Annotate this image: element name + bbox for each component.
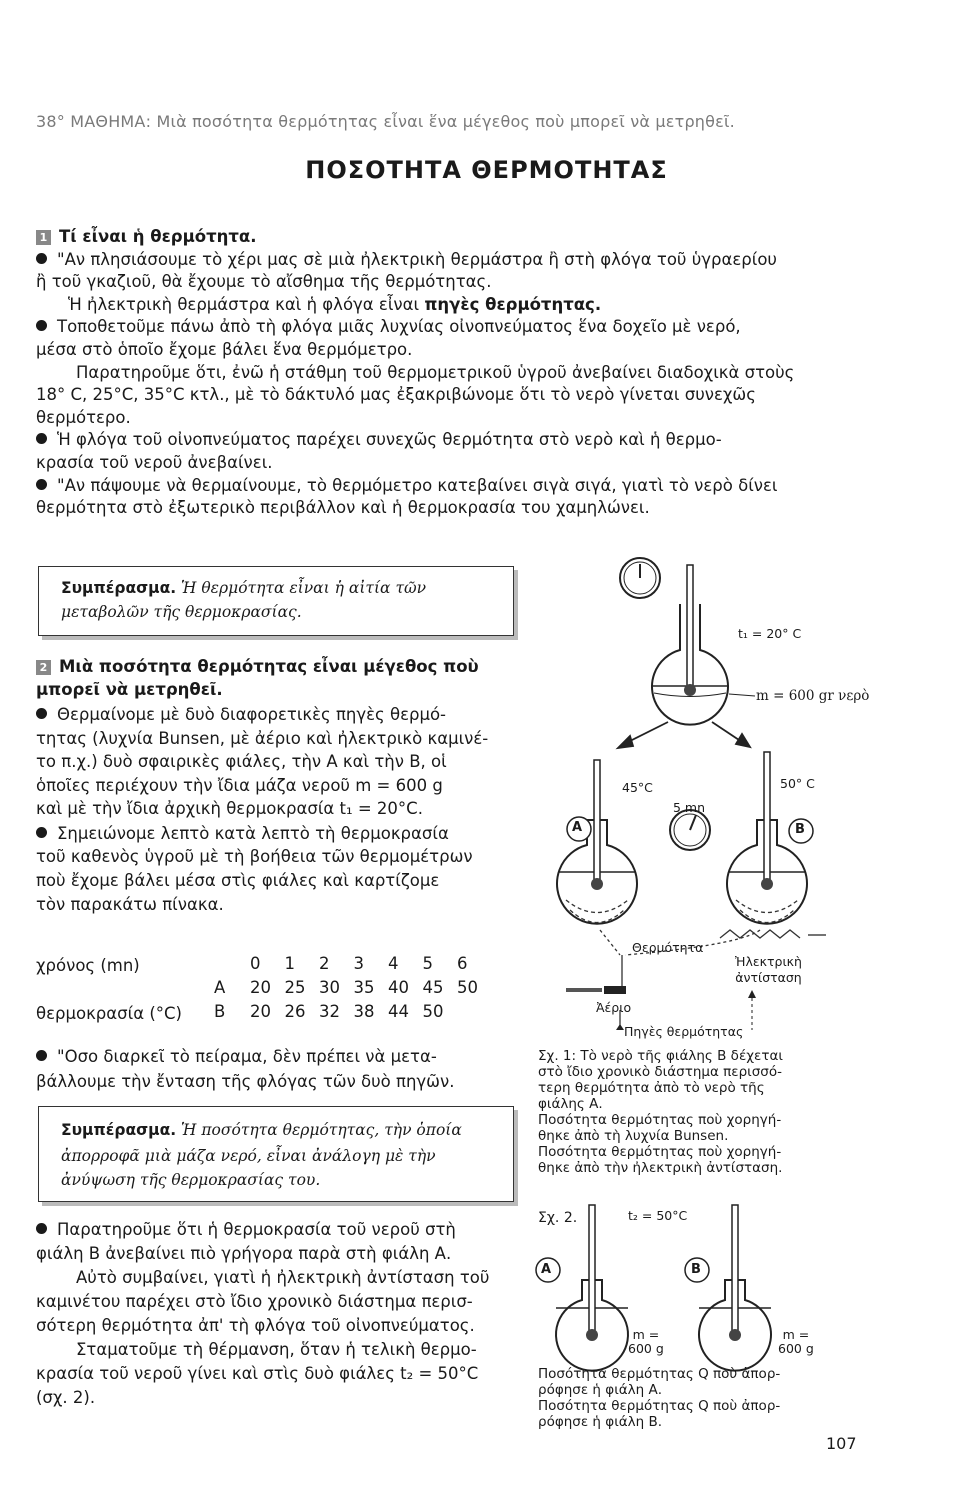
page-title: ΠΟΣΟΤΗΤΑ ΘΕΡΜΟΤΗΤΑΣ [305, 156, 668, 184]
caption-line: θηκε ἀπὸ τὴν ἠλεκτρικὴ ἀντίσταση. [538, 1160, 783, 1176]
arrows [618, 722, 750, 748]
caption-line: Σχ. 1: Τὸ νερὸ τῆς φιάλης Β δέχεται [538, 1048, 783, 1064]
row-b-cell: 44 [388, 1002, 409, 1021]
heater-label [735, 954, 802, 986]
text-line: Τοποθετοῦμε πάνω ἀπὸ τὴ φλόγα μιᾶς λυχνίας οἰνοπνεύματος ἕνα δοχεῖο μὲ νερό, [57, 317, 741, 337]
row-a-cell: 25 [284, 978, 306, 997]
text-line: Παρατηροῦμε ὅτι ἡ θερμοκρασία τοῦ νεροῦ στὴ [57, 1220, 456, 1239]
text-line: "Οσο διαρκεῖ τὸ πείραμα, δὲν πρέπει νὰ μετα- [57, 1047, 437, 1066]
text-line: σότερη θερμότητα ἀπ' τὴ φλόγα τοῦ οἰνοπνεύματος. [36, 1316, 475, 1335]
row-a-cell: 40 [388, 978, 409, 997]
row-a-cell: 45 [422, 978, 444, 997]
row-a-label: Α [214, 978, 226, 997]
figure-2-caption [538, 1366, 838, 1430]
conclusion-text: ἀπορροφᾶ μιὰ μάζα νερό, εἶναι ἀνάλογη μὲ τὴν [61, 1147, 436, 1165]
section-2-heading-text: μπορεῖ νὰ μετρηθεῖ. [36, 679, 223, 699]
text-line: βάλλουμε τὴν ἔνταση τῆς φλόγας τῶν δυὸ πηγῶν. [36, 1071, 455, 1091]
mass-label-line: m = [632, 1327, 660, 1342]
time-cell: 5 [422, 954, 433, 973]
text-line: ἢ τοῦ γκαζιοῦ, θὰ ἔχουμε τὸ αἴσθημα τῆς θερμότητας. [36, 272, 492, 292]
flask-b-label: B [795, 822, 805, 837]
mass-label-line: m = [782, 1327, 810, 1342]
text-line: Ἡ ἠλεκτρικὴ θερμάστρα καὶ ἡ φλόγα εἶναι [68, 294, 425, 314]
text-line: Παρατηροῦμε ὅτι, ἐνῶ ἡ στάθμη τοῦ θερμομετρικοῦ ὑγροῦ ἀνεβαίνει διαδοχικὰ στοὺς [76, 362, 795, 382]
mass-b-label [778, 1328, 814, 1356]
text-line: φιάλη Β ἀνεβαίνει πιὸ γρήγορα παρὰ στὴ φιάλη Α. [36, 1244, 452, 1263]
t2-label: t₂ = 50°C [628, 1208, 688, 1223]
emphasis-text: πηγὲς θερμότητας. [424, 294, 602, 314]
text-line: Σημειώνομε λεπτὸ κατὰ λεπτὸ τὴ θερμοκρασία [57, 823, 449, 843]
caption-line: Ποσότητα θερμότητας Q ποὺ ἀπορ- [538, 1366, 781, 1382]
page-number: 107 [826, 1434, 857, 1453]
text-line: (σχ. 2). [36, 1388, 96, 1407]
text-line: τητας (λυχνία Bunsen, μὲ ἀέριο καὶ ἠλεκτρικὸ καμινέ- [36, 728, 489, 748]
text-line: καὶ μὲ τὴν ἴδια ἀρχικὴ θερμοκρασία t₁ = 20°C. [36, 799, 423, 819]
burner-icon [566, 955, 756, 1030]
text-line: ποὺ ἔχομε βάλει μέσα στὶς φιάλες καὶ καρτίζομε [36, 871, 440, 891]
mass-a-label [628, 1328, 664, 1356]
text-line: Αὐτὸ συμβαίνει, γιατὶ ἡ ἠλεκτρικὴ ἀντίσταση τοῦ [76, 1268, 490, 1287]
caption-line: τερη θερμότητα ἀπὸ τὸ νερὸ τῆς [538, 1080, 765, 1096]
text-line: θερμότερο. [36, 407, 131, 427]
sources-label: Πηγὲς θερμότητας [624, 1024, 744, 1039]
text-line: Ἡ φλόγα τοῦ οἰνοπνεύματος παρέχει συνεχῶς θερμότητα στὸ νερὸ καὶ ἡ θερμο- [57, 430, 722, 450]
caption-line: φιάλης Α. [538, 1096, 603, 1112]
time-cell: 4 [388, 954, 399, 973]
section-2-heading-text: Μιὰ ποσότητα θερμότητας εἶναι μέγεθος ποὺ [59, 657, 479, 676]
caption-line: ρόφησε ἡ φιάλη Β. [538, 1414, 663, 1430]
mass-label-line: 600 g [628, 1341, 664, 1356]
conclusion-text: Ἡ θερμότητα εἶναι ἡ αἰτία τῶν [181, 579, 427, 597]
clock-icon [670, 810, 710, 850]
conclusion-text: Ἡ ποσότητα θερμότητας, τὴν ὁποία [181, 1121, 462, 1139]
text-line: θερμότητα στὸ ἐξωτερικὸ περιβάλλον καὶ ἡ θερμοκρασία του χαμηλώνει. [36, 498, 650, 518]
text-line: Σταματοῦμε τὴ θέρμανση, ὅταν ἡ τελικὴ θερμο- [76, 1340, 477, 1359]
text-line: ὁποῖες περιέχουν τὴν ἴδια μάζα νεροῦ m = 600 g [36, 775, 443, 795]
flask-b-fig2 [685, 1205, 771, 1371]
row-a-cell: 30 [319, 978, 340, 997]
text-line: καμινέτου παρέχει στὸ ἴδιο χρονικὸ διάστημα περισ- [36, 1292, 473, 1311]
caption-line: Ποσότητα θερμότητας ποὺ χορηγή- [538, 1144, 782, 1160]
lesson-header: 38° ΜΑΘΗΜΑ: Μιὰ ποσότητα θερμότητας εἶναι ἕνα μέγεθος ποὺ μπορεῖ νὰ μετρηθεῖ. [36, 112, 735, 131]
flask-b-label: B [691, 1262, 701, 1277]
text-line: κρασία τοῦ νεροῦ ἀνεβαίνει. [36, 452, 273, 472]
row-b-label: Β [214, 1002, 226, 1021]
conclusion-label: Συμπέρασμα. [61, 1121, 177, 1139]
temp-a-label: 45°C [622, 780, 653, 795]
caption-line: Ποσότητα θερμότητας ποὺ χορηγή- [538, 1112, 782, 1128]
heater-label-line: Ἠλεκτρικὴ [735, 954, 802, 969]
time-label: 5 mn [673, 800, 706, 815]
time-cell: 0 [250, 954, 261, 973]
row-a-cell: 50 [457, 978, 478, 997]
flask-a-label: A [572, 820, 583, 835]
flask-a-fig2 [536, 1205, 628, 1371]
conclusion-label: Συμπέρασμα. [61, 579, 177, 597]
t1-label: t₁ = 20° C [738, 626, 802, 641]
mass-label: m = 600 gr νερὸ [756, 688, 870, 704]
heater-label-line: ἀντίσταση [735, 970, 802, 985]
time-cell: 2 [319, 954, 330, 973]
text-line: μέσα στὸ ὁποῖο ἔχομε βάλει ἕνα θερμόμετρο. [36, 339, 413, 359]
clock-icon [620, 558, 660, 598]
caption-line: θηκε ἀπὸ τὴ λυχνία Bunsen. [538, 1128, 729, 1144]
mass-label-line: 600 g [778, 1341, 814, 1356]
time-cell: 3 [353, 954, 364, 973]
flask-top [651, 565, 755, 725]
row-a-cell: 20 [250, 978, 271, 997]
row-b-cell: 26 [284, 1002, 306, 1021]
text-line: Θερμαίνομε μὲ δυὸ διαφορετικὲς πηγὲς θερμό- [57, 705, 447, 725]
text-line: 18° C, 25°C, 35°C κτλ., μὲ τὸ δάκτυλό μας ἐξακριβώνομε ὅτι τὸ νερὸ γίνεται συνεχῶς [36, 385, 756, 405]
caption-line: στὸ ἴδιο χρονικὸ διάστημα περισσό- [538, 1064, 782, 1080]
time-cell: 6 [457, 954, 468, 973]
figure-2-label: Σχ. 2. [538, 1210, 578, 1226]
text-line: κρασία τοῦ νεροῦ γίνει καὶ στὶς δυὸ φιάλες t₂ = 50°C [36, 1364, 479, 1383]
flask-a-label: A [541, 1262, 552, 1277]
gas-label: Ἀέριο [596, 1000, 632, 1015]
temperature-label: θερμοκρασία (°C) [36, 1004, 182, 1023]
section-1-heading-text: Τί εἶναι ἡ θερμότητα. [59, 227, 257, 246]
temp-b-label: 50° C [780, 776, 815, 791]
row-b-cell: 32 [319, 1002, 340, 1021]
figure-1-caption [538, 1048, 838, 1176]
caption-line: ρόφησε ἡ φιάλη Α. [538, 1382, 663, 1398]
row-b-cell: 20 [250, 1002, 271, 1021]
heat-label: Θερμότητα [632, 940, 704, 955]
caption-line: Ποσότητα θερμότητας Q ποὺ ἀπορ- [538, 1398, 781, 1414]
row-b-cell: 50 [422, 1002, 444, 1021]
text-line: "Αν πλησιάσουμε τὸ χέρι μας σὲ μιὰ ἠλεκτρικὴ θερμάστρα ἢ στὴ φλόγα τοῦ ὑγραερίου [57, 249, 777, 269]
time-label: χρόνος (mn) [36, 956, 140, 975]
conclusion-text: μεταβολῶν τῆς θερμοκρασίας. [61, 603, 302, 621]
conclusion-text: ἀνύψωση τῆς θερμοκρασίας του. [61, 1171, 321, 1189]
row-b-cell: 38 [353, 1002, 375, 1021]
section-number-badge: 2 [36, 660, 51, 675]
section-number-badge: 1 [36, 230, 51, 245]
text-line: τὸν παρακάτω πίνακα. [36, 895, 224, 915]
text-line: το π.χ.) δυὸ σφαιρικὲς φιάλες, τὴν Α καὶ τὴν Β, οἱ [36, 752, 447, 772]
row-a-cell: 35 [353, 978, 375, 997]
text-line: "Αν πάψουμε νὰ θερμαίνουμε, τὸ θερμόμετρο κατεβαίνει σιγὰ σιγά, γιατὶ τὸ νερὸ δίνει [57, 475, 778, 495]
time-cell: 1 [284, 954, 295, 973]
text-line: τοῦ καθενὸς ὑγροῦ μὲ τὴ βοήθεια τῶν θερμομέτρων [36, 847, 473, 867]
